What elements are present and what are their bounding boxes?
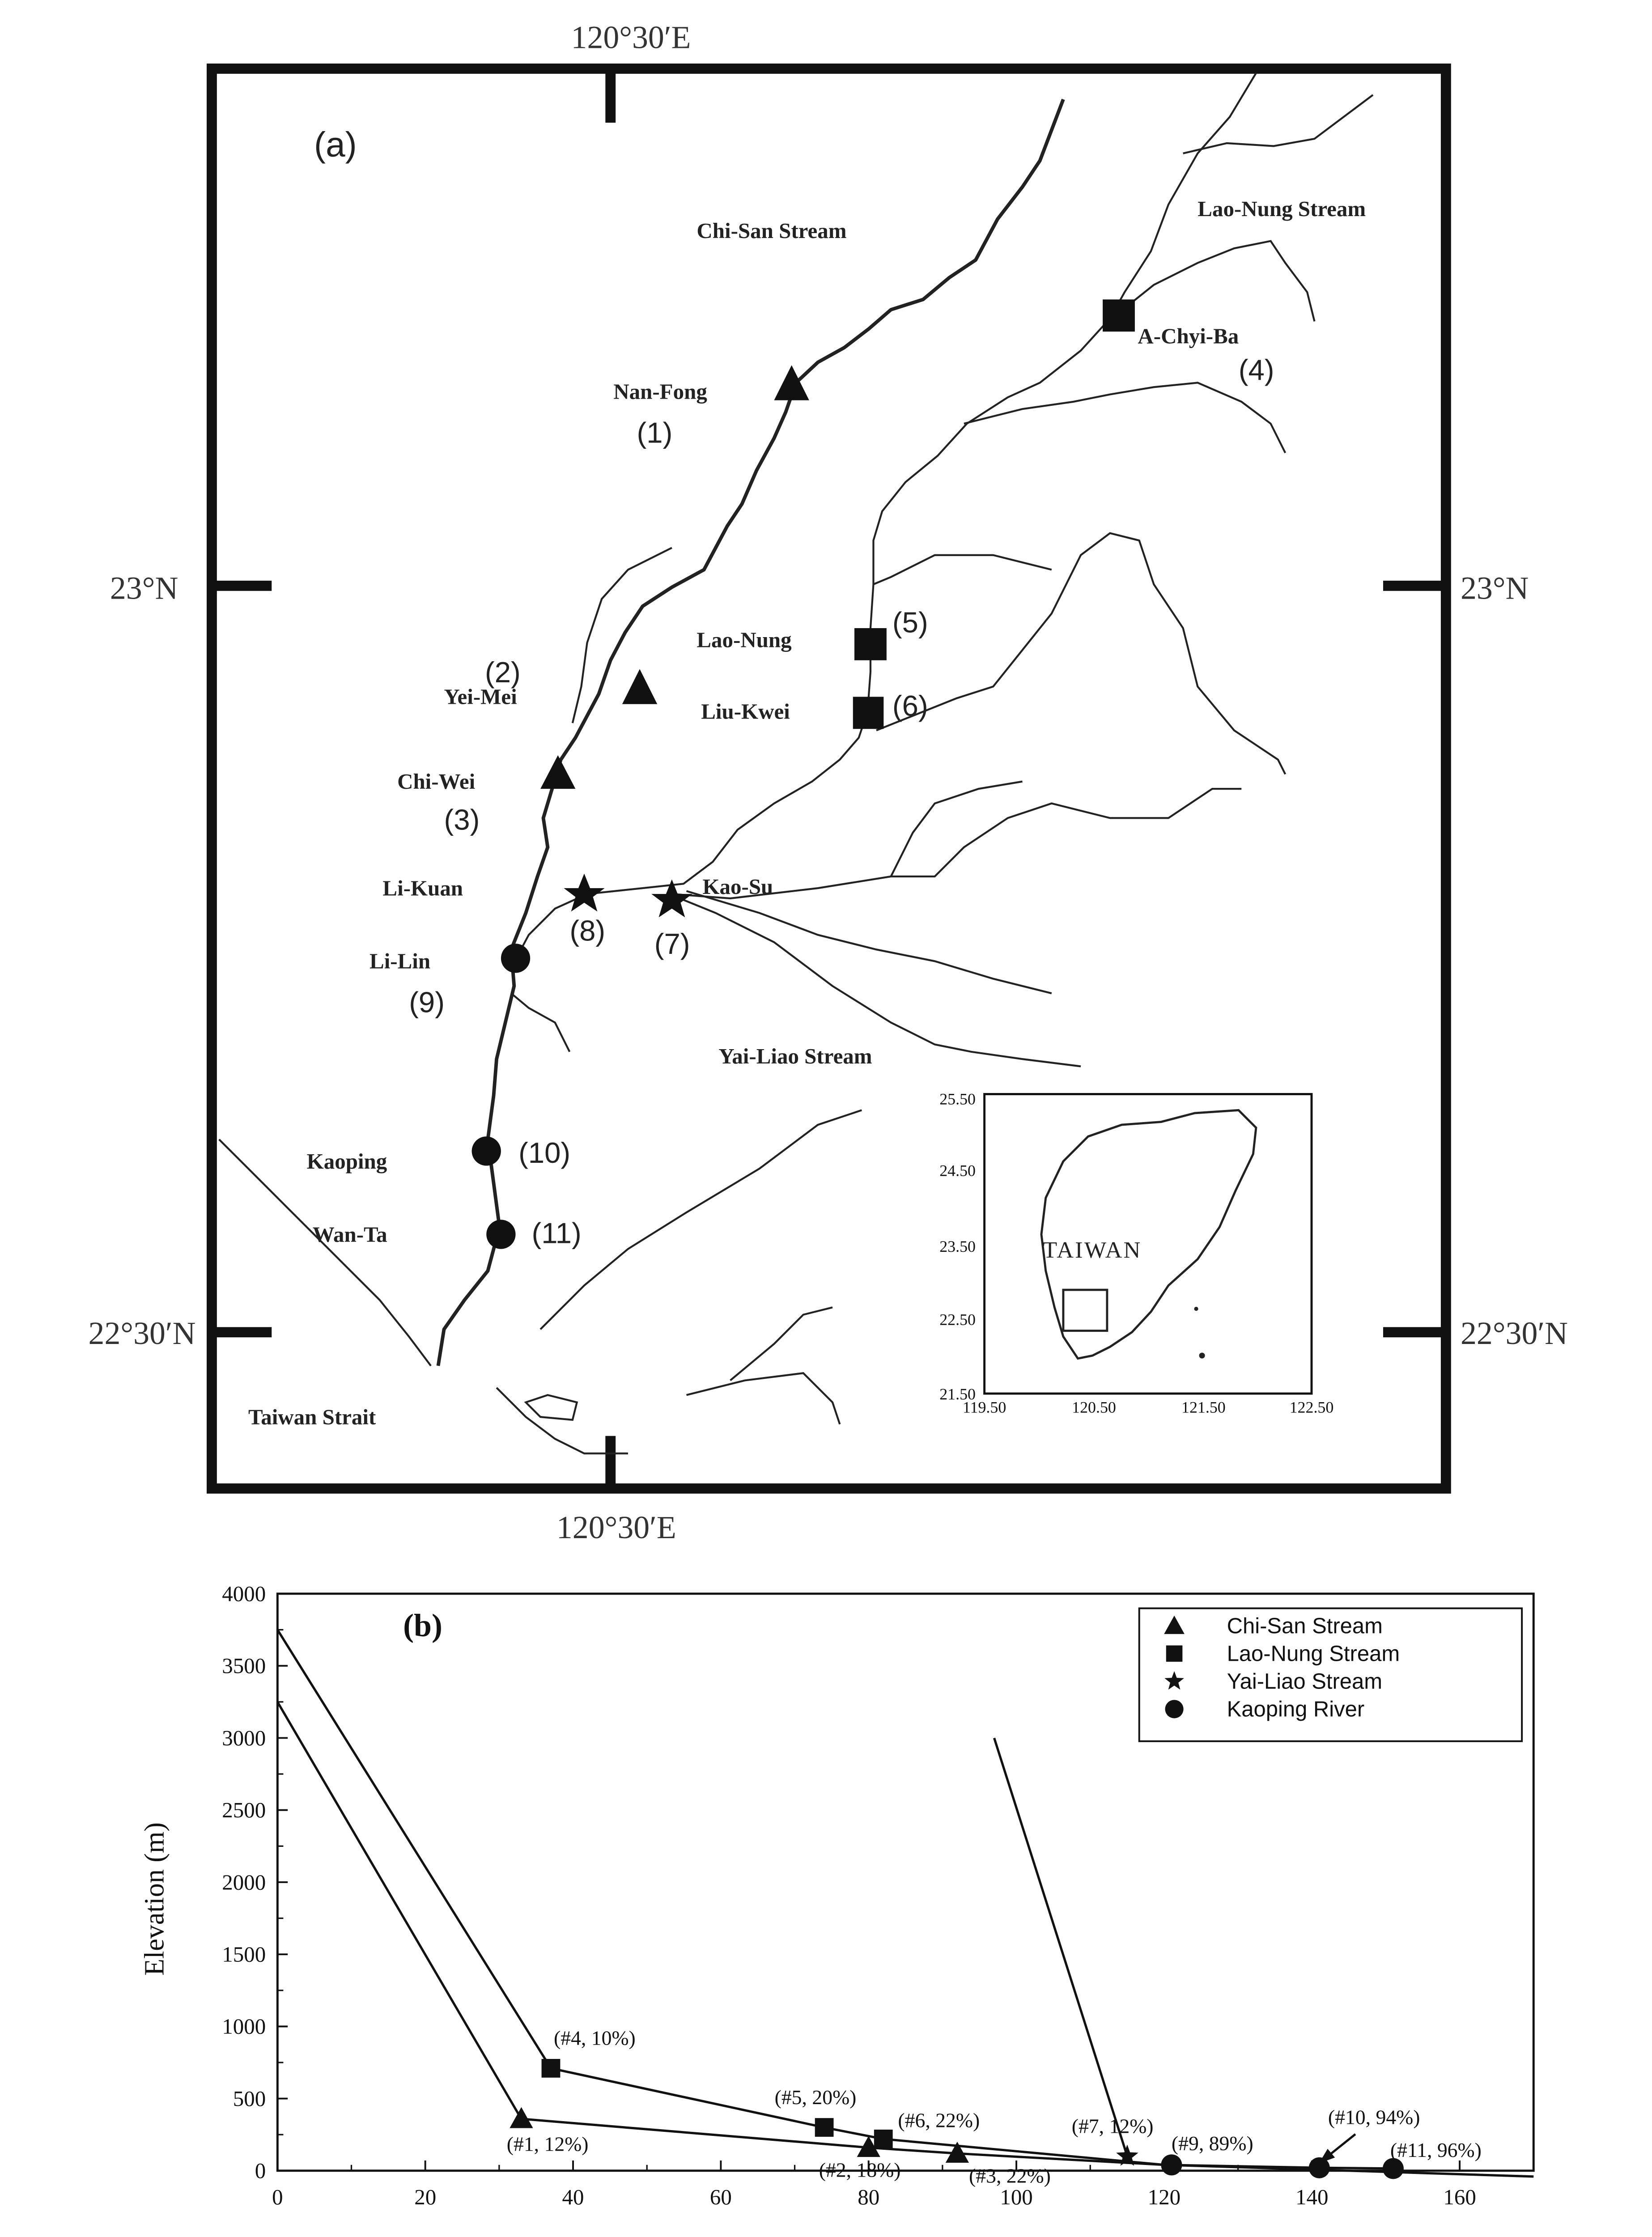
station-10-name: Kaoping: [306, 1149, 387, 1174]
y-tick-label: 1000: [222, 2014, 266, 2039]
stream-label-chisan: Chi-San Stream: [696, 218, 847, 243]
y-tick-label: 2000: [222, 1870, 266, 1895]
station-11-circle: [486, 1220, 515, 1249]
legend-marker-3: [1165, 1700, 1183, 1718]
legend: [1139, 1608, 1522, 1741]
x-tick-label: 40: [562, 2184, 584, 2209]
point-label-8: (#10, 94%): [1328, 2105, 1420, 2129]
station-7-star: [651, 880, 692, 918]
station-2-triangle: [622, 669, 657, 704]
stream-label-laonung: Lao-Nung Stream: [1198, 196, 1366, 221]
x-tick-label: 20: [414, 2184, 437, 2209]
point-label-1: (#2, 18%): [819, 2158, 901, 2182]
strait-label: Taiwan Strait: [248, 1404, 376, 1429]
point-label-0: (#1, 12%): [506, 2132, 589, 2156]
y-tick-label: 500: [233, 2086, 266, 2111]
inset-y-tick-0: 25.50: [939, 1090, 976, 1108]
island-dot-2: [1199, 1352, 1205, 1358]
x-tick-label: 60: [709, 2184, 732, 2209]
series-line-2: [994, 1738, 1127, 2156]
station-8-num: (8): [569, 914, 606, 947]
station-9-name: Li-Lin: [369, 948, 431, 974]
panel-b-label: (b): [403, 1607, 442, 1643]
coord-top: 120°30′E: [571, 19, 691, 55]
legend-marker-1: [1166, 1646, 1183, 1662]
x-tick-label: 120: [1147, 2184, 1181, 2209]
station-1-triangle: [774, 365, 809, 400]
inset-frame: [985, 1094, 1312, 1393]
coord-right-lower: 22°30′N: [1461, 1315, 1568, 1351]
station-11-num: (11): [531, 1216, 582, 1250]
x-tick-label: 160: [1443, 2184, 1476, 2209]
inset-x-tick-3: 122.50: [1289, 1398, 1334, 1416]
point-labels: [507, 2027, 1482, 2187]
station-6-name: Liu-Kwei: [701, 699, 790, 724]
coord-right-upper: 23°N: [1461, 570, 1529, 606]
inset-y-tick-3: 22.50: [939, 1310, 976, 1329]
y-tick-label: 4000: [222, 1581, 266, 1606]
coord-bottom: 120°30′E: [556, 1510, 676, 1546]
station-1-name: Nan-Fong: [613, 379, 707, 404]
point-label-4: (#5, 20%): [774, 2085, 857, 2109]
station-3-triangle: [540, 755, 575, 789]
y-tick-label: 2500: [222, 1798, 266, 1823]
inset-taiwan-label: TAIWAN: [1043, 1237, 1142, 1263]
point-label-9: (#11, 96%): [1390, 2138, 1482, 2161]
station-9-circle: [501, 944, 530, 973]
series-1-point-1: [815, 2118, 834, 2137]
station-4-num: (4): [1238, 353, 1274, 386]
panel-b-chart: [140, 1581, 1534, 2237]
legend-label-3: Kaoping River: [1227, 1697, 1365, 1722]
station-9-num: (9): [409, 986, 445, 1019]
station-5-name: Lao-Nung: [696, 627, 792, 652]
inset-y-tick-1: 24.50: [939, 1161, 976, 1180]
station-1-num: (1): [637, 416, 673, 449]
point-label-2: (#3, 22%): [969, 2164, 1051, 2187]
inset-x-tick-1: 120.50: [1072, 1398, 1116, 1416]
point-label-6: (#7, 12%): [1071, 2114, 1154, 2138]
inset-y-tick-2: 23.50: [939, 1238, 976, 1256]
series-0-point-0: [510, 2107, 533, 2128]
x-tick-label: 80: [858, 2184, 880, 2209]
series-1-point-0: [542, 2059, 561, 2078]
station-3-num: (3): [444, 803, 480, 836]
station-8-star: [564, 873, 604, 911]
panel-a-label: (a): [314, 124, 357, 164]
station-3-name: Chi-Wei: [397, 769, 476, 794]
station-5-square: [854, 628, 887, 660]
station-6-num: (6): [892, 689, 928, 722]
y-tick-label: 3500: [222, 1653, 266, 1678]
x-tick-label: 140: [1295, 2184, 1329, 2209]
inset-map: [939, 1090, 1333, 1416]
coord-left-upper: 23°N: [110, 570, 178, 606]
station-4-square: [1103, 299, 1135, 332]
legend-label-1: Lao-Nung Stream: [1227, 1642, 1400, 1666]
station-10-circle: [472, 1136, 501, 1165]
y-axis-label: Elevation (m): [139, 1822, 170, 1976]
point-label-5: (#6, 22%): [898, 2109, 980, 2132]
legend-label-2: Yai-Liao Stream: [1227, 1669, 1383, 1694]
inset-y-tick-4: 21.50: [939, 1385, 976, 1403]
station-7-name: Kao-Su: [702, 874, 773, 899]
panel-a-map: [89, 20, 1568, 1545]
station-8-name: Li-Kuan: [382, 876, 463, 901]
x-tick-label: 100: [1000, 2184, 1033, 2209]
point-label-7: (#9, 89%): [1171, 2132, 1253, 2155]
inset-x-tick-2: 121.50: [1181, 1398, 1226, 1416]
station-2-name: Yei-Mei: [444, 684, 517, 709]
station-2-num: (2): [484, 655, 521, 689]
station-7-num: (7): [654, 927, 690, 961]
y-tick-label: 0: [255, 2158, 266, 2183]
stream-label-yailiao: Yai-Liao Stream: [718, 1043, 872, 1068]
y-tick-label: 3000: [222, 1725, 266, 1750]
coord-left-lower: 22°30′N: [88, 1315, 196, 1351]
legend-label-0: Chi-San Stream: [1227, 1614, 1383, 1638]
x-tick-label: 0: [272, 2184, 283, 2209]
inset-x-tick-0: 119.50: [962, 1398, 1006, 1416]
station-11-name: Wan-Ta: [312, 1222, 387, 1247]
point-label-3: (#4, 10%): [554, 2026, 636, 2050]
station-6-square: [853, 697, 884, 729]
y-tick-label: 1500: [222, 1942, 266, 1967]
island-dot-1: [1194, 1307, 1198, 1311]
series-1-point-2: [874, 2130, 893, 2148]
series-line-1: [277, 1630, 1164, 2165]
station-10-num: (10): [518, 1136, 571, 1169]
series-3-point-0: [1161, 2154, 1182, 2175]
station-4-name: A-Chyi-Ba: [1138, 323, 1239, 349]
station-5-num: (5): [892, 606, 928, 639]
